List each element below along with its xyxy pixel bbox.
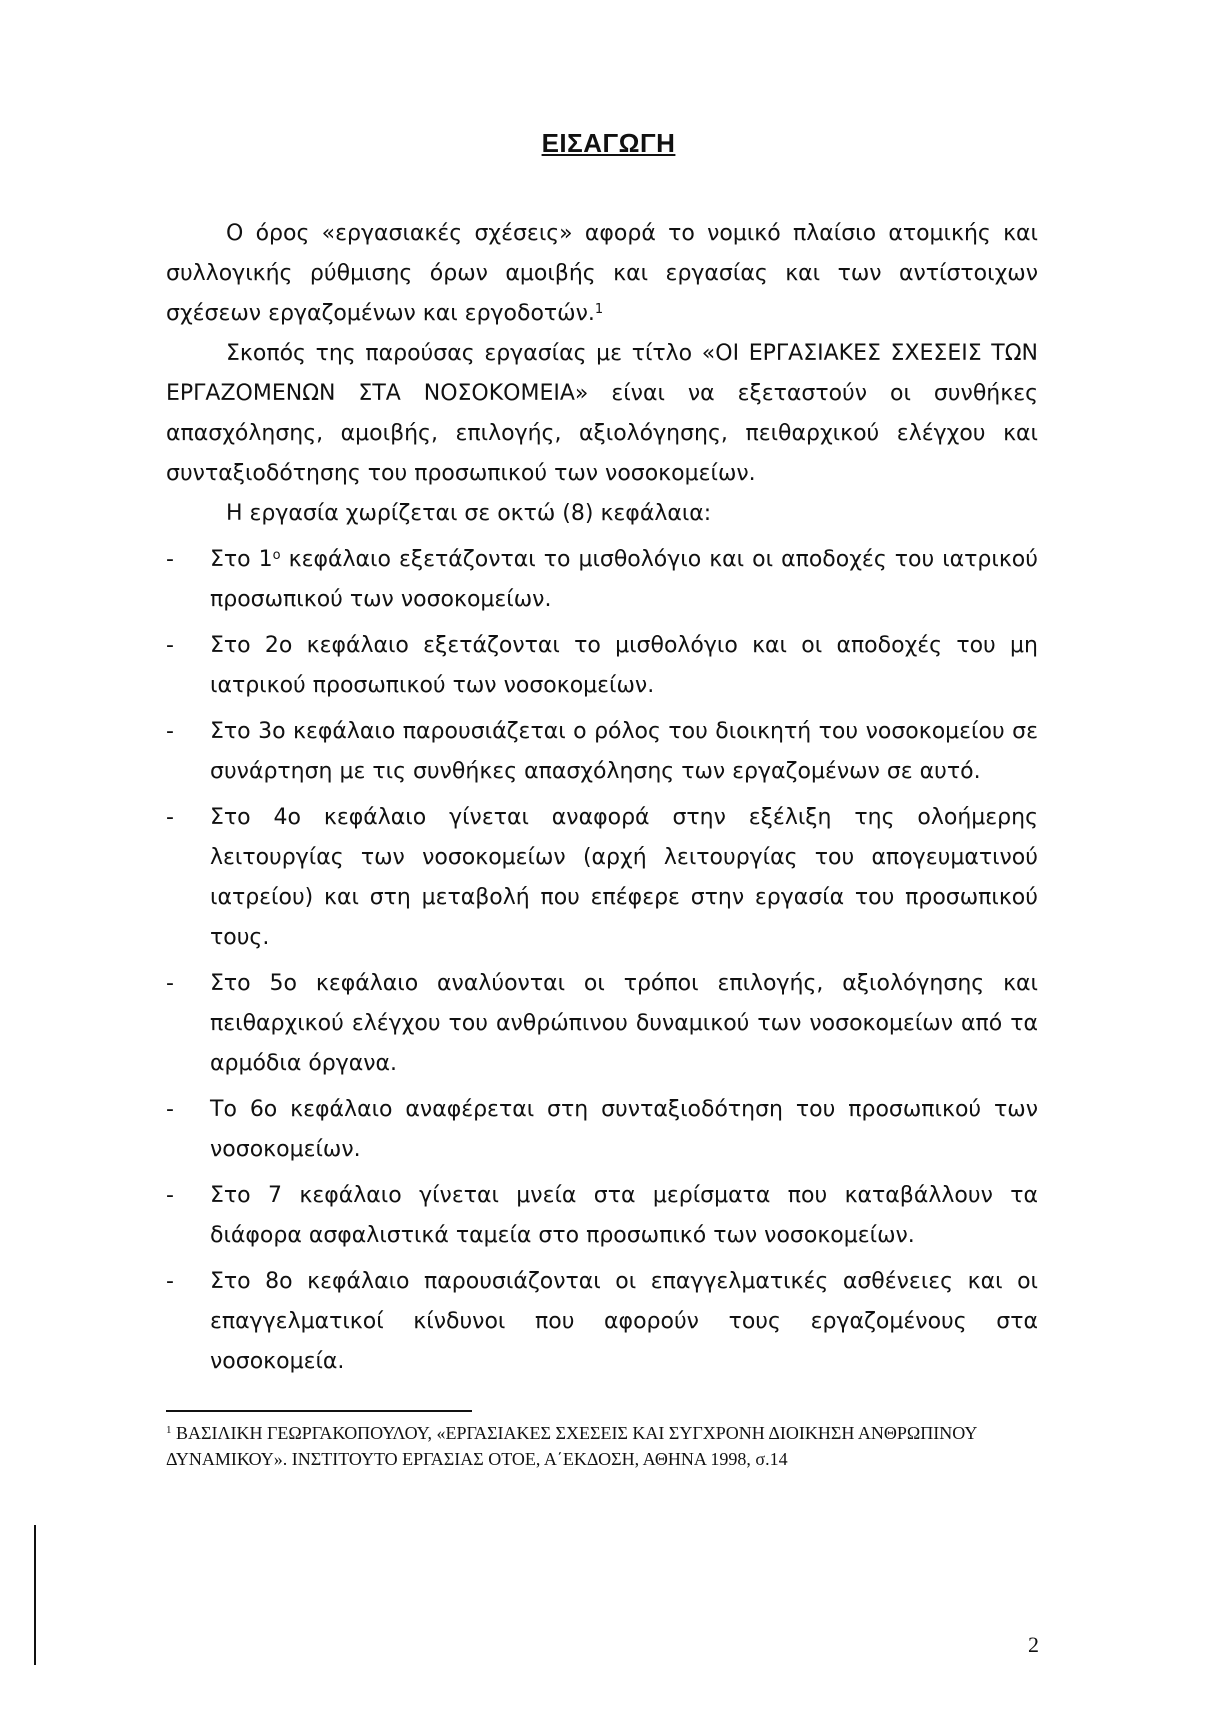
list-item-text: Στο 5ο κεφάλαιο αναλύονται οι τρόποι επιλογής, αξιολόγησης και πειθαρχικού ελέγχου του ανθρώπινου δυναμικού των νοσοκομείων από τα αρμόδια όργανα. <box>210 971 1038 1076</box>
page-number: 2 <box>1028 1632 1039 1657</box>
list-item <box>166 798 1038 958</box>
list-item <box>166 712 1038 792</box>
list-dash: - <box>166 547 174 572</box>
ordinal-superscript: ο <box>272 548 281 563</box>
purpose-paragraph: Σκοπός της παρούσας εργασίας με τίτλο «ΟΙ ΕΡΓΑΣΙΑΚΕΣ ΣΧΕΣΕΙΣ ΤΩΝ ΕΡΓΑΖΟΜΕΝΩΝ ΣΤΑ ΝΟΣΟΚΟΜΕΙΑ» είναι να εξεταστούν οι συνθήκες απασχόλησης, αμοιβής, επιλογής, αξιολόγησης, πειθαρχικού ελέγχου και συνταξιοδότησης του προσωπικού των νοσοκομείων. <box>166 341 1038 486</box>
list-item-text: Στο 1 <box>210 547 273 572</box>
list-dash: - <box>166 719 174 744</box>
intro-paragraph <box>166 214 1038 334</box>
margin-line <box>34 1525 36 1665</box>
footnote-text: ΒΑΣΙΛΙΚΗ ΓΕΩΡΓΑΚΟΠΟΥΛΟΥ, «ΕΡΓΑΣΙΑΚΕΣ ΣΧΕΣΕΙΣ ΚΑΙ ΣΥΓΧΡΟΝΗ ΔΙΟΙΚΗΣΗ ΑΝΘΡΩΠΙΝΟΥ ΔΥΝΑΜΙΚΟΥ». ΙΝΣΤΙΤΟΥΤΟ ΕΡΓΑΣΙΑΣ ΟΤΟΕ, Α΄ΕΚΔΟΣΗ, ΑΘΗΝΑ 1998, σ.14 <box>166 1423 977 1469</box>
footnote <box>166 1420 1038 1472</box>
footnote-reference: 1 <box>594 302 604 317</box>
body-text <box>166 214 1038 1382</box>
list-dash: - <box>166 1183 174 1208</box>
list-item-text: Στο 3ο κεφάλαιο παρουσιάζεται ο ρόλος του διοικητή του νοσοκομείου σε συνάρτηση με τις συνθήκες απασχόλησης των εργαζομένων σε αυτό. <box>210 719 1038 784</box>
list-item-text: Στο 4ο κεφάλαιο γίνεται αναφορά στην εξέλιξη της ολοήμερης λειτουργίας των νοσοκομείων (αρχή λειτουργίας του απογευματινού ιατρείου) και στη μεταβολή που επέφερε στην εργασία του προσωπικού τους. <box>210 805 1038 950</box>
list-item <box>166 964 1038 1084</box>
list-item-text-cont: κεφάλαιο εξετάζονται το μισθολόγιο και οι αποδοχές του ιατρικού προσωπικού των νοσοκομείων. <box>210 547 1038 612</box>
footnote-separator <box>166 1410 472 1412</box>
list-item <box>166 540 1038 620</box>
page-heading: ΕΙΣΑΓΩΓΗ <box>541 128 676 158</box>
list-item-text: Στο 7 κεφάλαιο γίνεται μνεία στα μερίσματα που καταβάλλουν τα διάφορα ασφαλιστικά ταμεία στο προσωπικό των νοσοκομείων. <box>210 1183 1038 1248</box>
list-item-text: Το 6ο κεφάλαιο αναφέρεται στη συνταξιοδότηση του προσωπικού των νοσοκομείων. <box>210 1097 1038 1162</box>
list-dash: - <box>166 805 174 830</box>
list-item <box>166 626 1038 706</box>
list-dash: - <box>166 1269 174 1294</box>
list-dash: - <box>166 971 174 996</box>
list-dash: - <box>166 1097 174 1122</box>
list-item <box>166 1090 1038 1170</box>
chapter-list <box>166 540 1038 1382</box>
list-item <box>166 1262 1038 1382</box>
list-item-text: Στο 8ο κεφάλαιο παρουσιάζονται οι επαγγελματικές ασθένειες και οι επαγγελματικοί κίνδυνοι που αφορούν τους εργαζομένους στα νοσοκομεία. <box>210 1269 1038 1374</box>
list-dash: - <box>166 633 174 658</box>
list-item <box>166 1176 1038 1256</box>
footnote-marker: 1 <box>166 1424 172 1436</box>
list-item-text: Στο 2ο κεφάλαιο εξετάζονται το μισθολόγιο και οι αποδοχές του μη ιατρικού προσωπικού των νοσοκομείων. <box>210 633 1038 698</box>
intro-paragraph-text: Ο όρος «εργασιακές σχέσεις» αφορά το νομικό πλαίσιο ατομικής και συλλογικής ρύθμισης όρων αμοιβής και εργασίας και των αντίστοιχων σχέσεων εργαζομένων και εργοδοτών. <box>166 221 1038 326</box>
structure-paragraph: Η εργασία χωρίζεται σε οκτώ (8) κεφάλαια: <box>226 501 712 526</box>
